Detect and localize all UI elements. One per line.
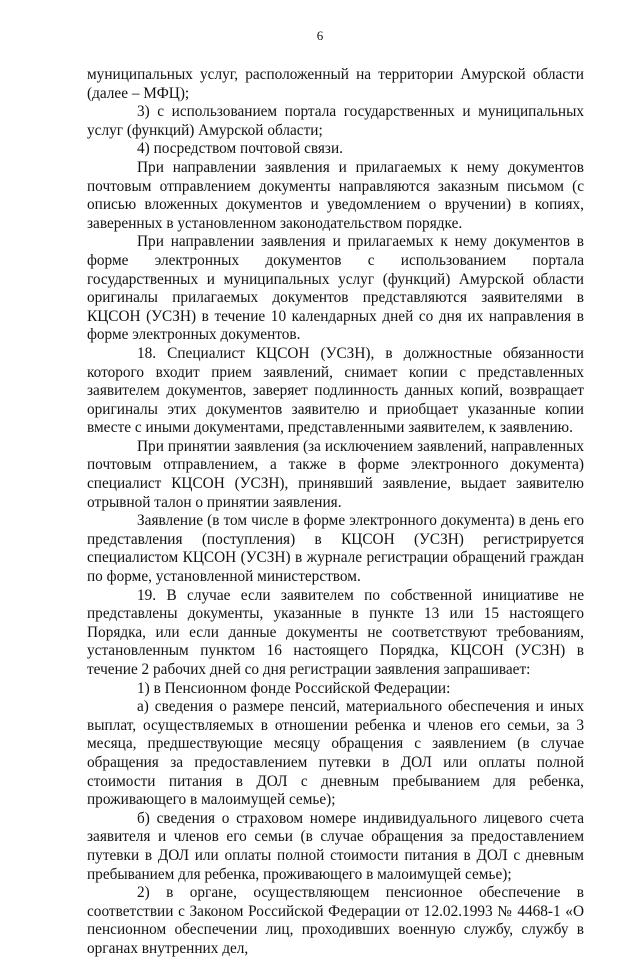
- paragraph: При направлении заявления и прилагаемых к нему документов в форме электронных документов с использованием портала государственных и муниципальных услуг (функций) Амурской области оригиналы прилагаемых документов представляются заявителями в КЦСОН (УСЗН) в течение 10 календарных дней со дня их направления в форме электронных документов.: [87, 233, 584, 344]
- paragraph: муниципальных услуг, расположенный на территории Амурской области (далее – МФЦ);: [87, 66, 584, 102]
- paragraph: 19. В случае если заявителем по собственной инициативе не представлены документы, указанные в пункте 13 или 15 настоящего Порядка, или если данные документы не соответствуют требованиям, установленным пунктом 16 настоящего Порядка, КЦСОН (УСЗН) в течение 2 рабочих дней со дня регистрации заявления запрашивает:: [87, 586, 584, 678]
- paragraph: б) сведения о страховом номере индивидуального лицевого счета заявителя и членов его семьи (в случае обращения за предоставлением путевки в ДОЛ или оплаты полной стоимости питания в ДОЛ с дневным пребыванием для ребенка, проживающего в малоимущей семье);: [87, 809, 584, 883]
- paragraph: Заявление (в том числе в форме электронного документа) в день его представления (поступления) в КЦСОН (УСЗН) регистрируется специалистом КЦСОН (УСЗН) в журнале регистрации обращений граждан по форме, установленной министерством.: [87, 512, 584, 586]
- paragraph: 3) с использованием портала государственных и муниципальных услуг (функций) Амурской области;: [87, 103, 584, 139]
- document-body: [87, 66, 584, 959]
- paragraph: 2) в органе, осуществляющем пенсионное обеспечение в соответствии с Законом Российской Федерации от 12.02.1993 № 4468-1 «О пенсионном обеспечении лиц, проходивших военную службу, службу в органах внутренних дел,: [87, 884, 584, 957]
- page-number: 6: [316, 28, 324, 43]
- paragraph: При принятии заявления (за исключением заявлений, направленных почтовым отправлением, а также в форме электронного документа) специалист КЦСОН (УСЗН), принявший заявление, выдает заявителю отрывной талон о принятии заявления.: [87, 437, 584, 511]
- paragraph: 4) посредством почтовой связи.: [137, 140, 343, 158]
- paragraph: При направлении заявления и прилагаемых к нему документов почтовым отправлением документы направляются заказным письмом (с описью вложенных документов и уведомлением о вручении) в копиях, заверенных в установленном законодательством порядке.: [87, 158, 584, 232]
- paragraph: 1) в Пенсионном фонде Российской Федерации:: [137, 679, 451, 697]
- paragraph: 18. Специалист КЦСОН (УСЗН), в должностные обязанности которого входит прием заявлений, снимает копии с представленных заявителем документов, заверяет подлинность данных копий, возвращает оригиналы этих документов заявителю и приобщает указанные копии вместе с иными документами, представленными заявителем, к заявлению.: [87, 344, 584, 437]
- paragraph: а) сведения о размере пенсий, материального обеспечения и иных выплат, осуществляемых в отношении ребенка и членов его семьи, за 3 месяца, предшествующие месяцу обращения с заявлением (в случае обращения за предоставлением путевки в ДОЛ или оплаты полной стоимости питания в ДОЛ с дневным пребыванием для ребенка, проживающего в малоимущей семье);: [87, 698, 584, 809]
